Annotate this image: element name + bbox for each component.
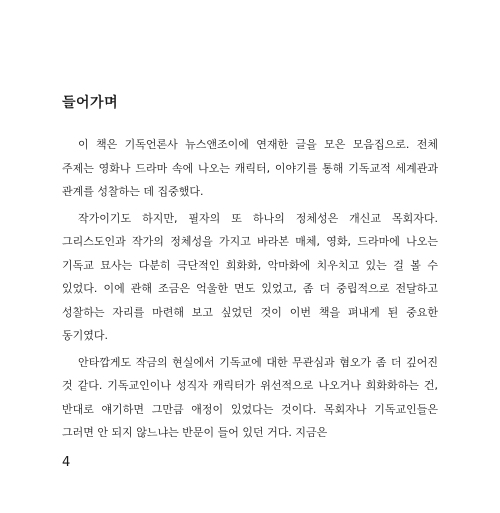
paragraph-2: 작가이기도 하지만, 필자의 또 하나의 정체성은 개신교 목회자다. 그리스도인과 작가의 정체성을 가지고 바라본 매체, 영화, 드라마에 나오는 기독교 묘사는 다분히 극단적인 희화화, 악마화에 치우치고 있는 걸 볼 수 있었다. 이에 관해 조금은 억울한 면도 있었고, 좀 더 중립적으로 전달하고 성찰하는 자리를 마련해 보고 싶었던 것이 이번 책을 펴내게 된 중요한 동기였다. [62,211,438,342]
body-text [62,133,438,448]
paragraph-1: 이 책은 기독언론사 뉴스앤조이에 연재한 글을 모은 모음집으로. 전체 주제는 영화나 드라마 속에 나오는 캐릭터, 이야기를 통해 기독교적 세계관과 관계를 성찰하는 데 집중했다. [62,138,438,198]
page-number: 4 [62,455,71,470]
section-title: 들어가며 [62,95,119,111]
paragraph-3: 안타깝게도 작금의 현실에서 기독교에 대한 무관심과 혐오가 좀 더 깊어진 것 같다. 기독교인이나 성직자 캐릭터가 위선적으로 나오거나 희화화하는 건, 반대로 얘기하면 그만큼 애정이 있었다는 것이다. 목회자나 기독교인들은 그러면 안 되지 않느냐는 반문이 들어 있던 거다. 지금은 [62,355,438,439]
